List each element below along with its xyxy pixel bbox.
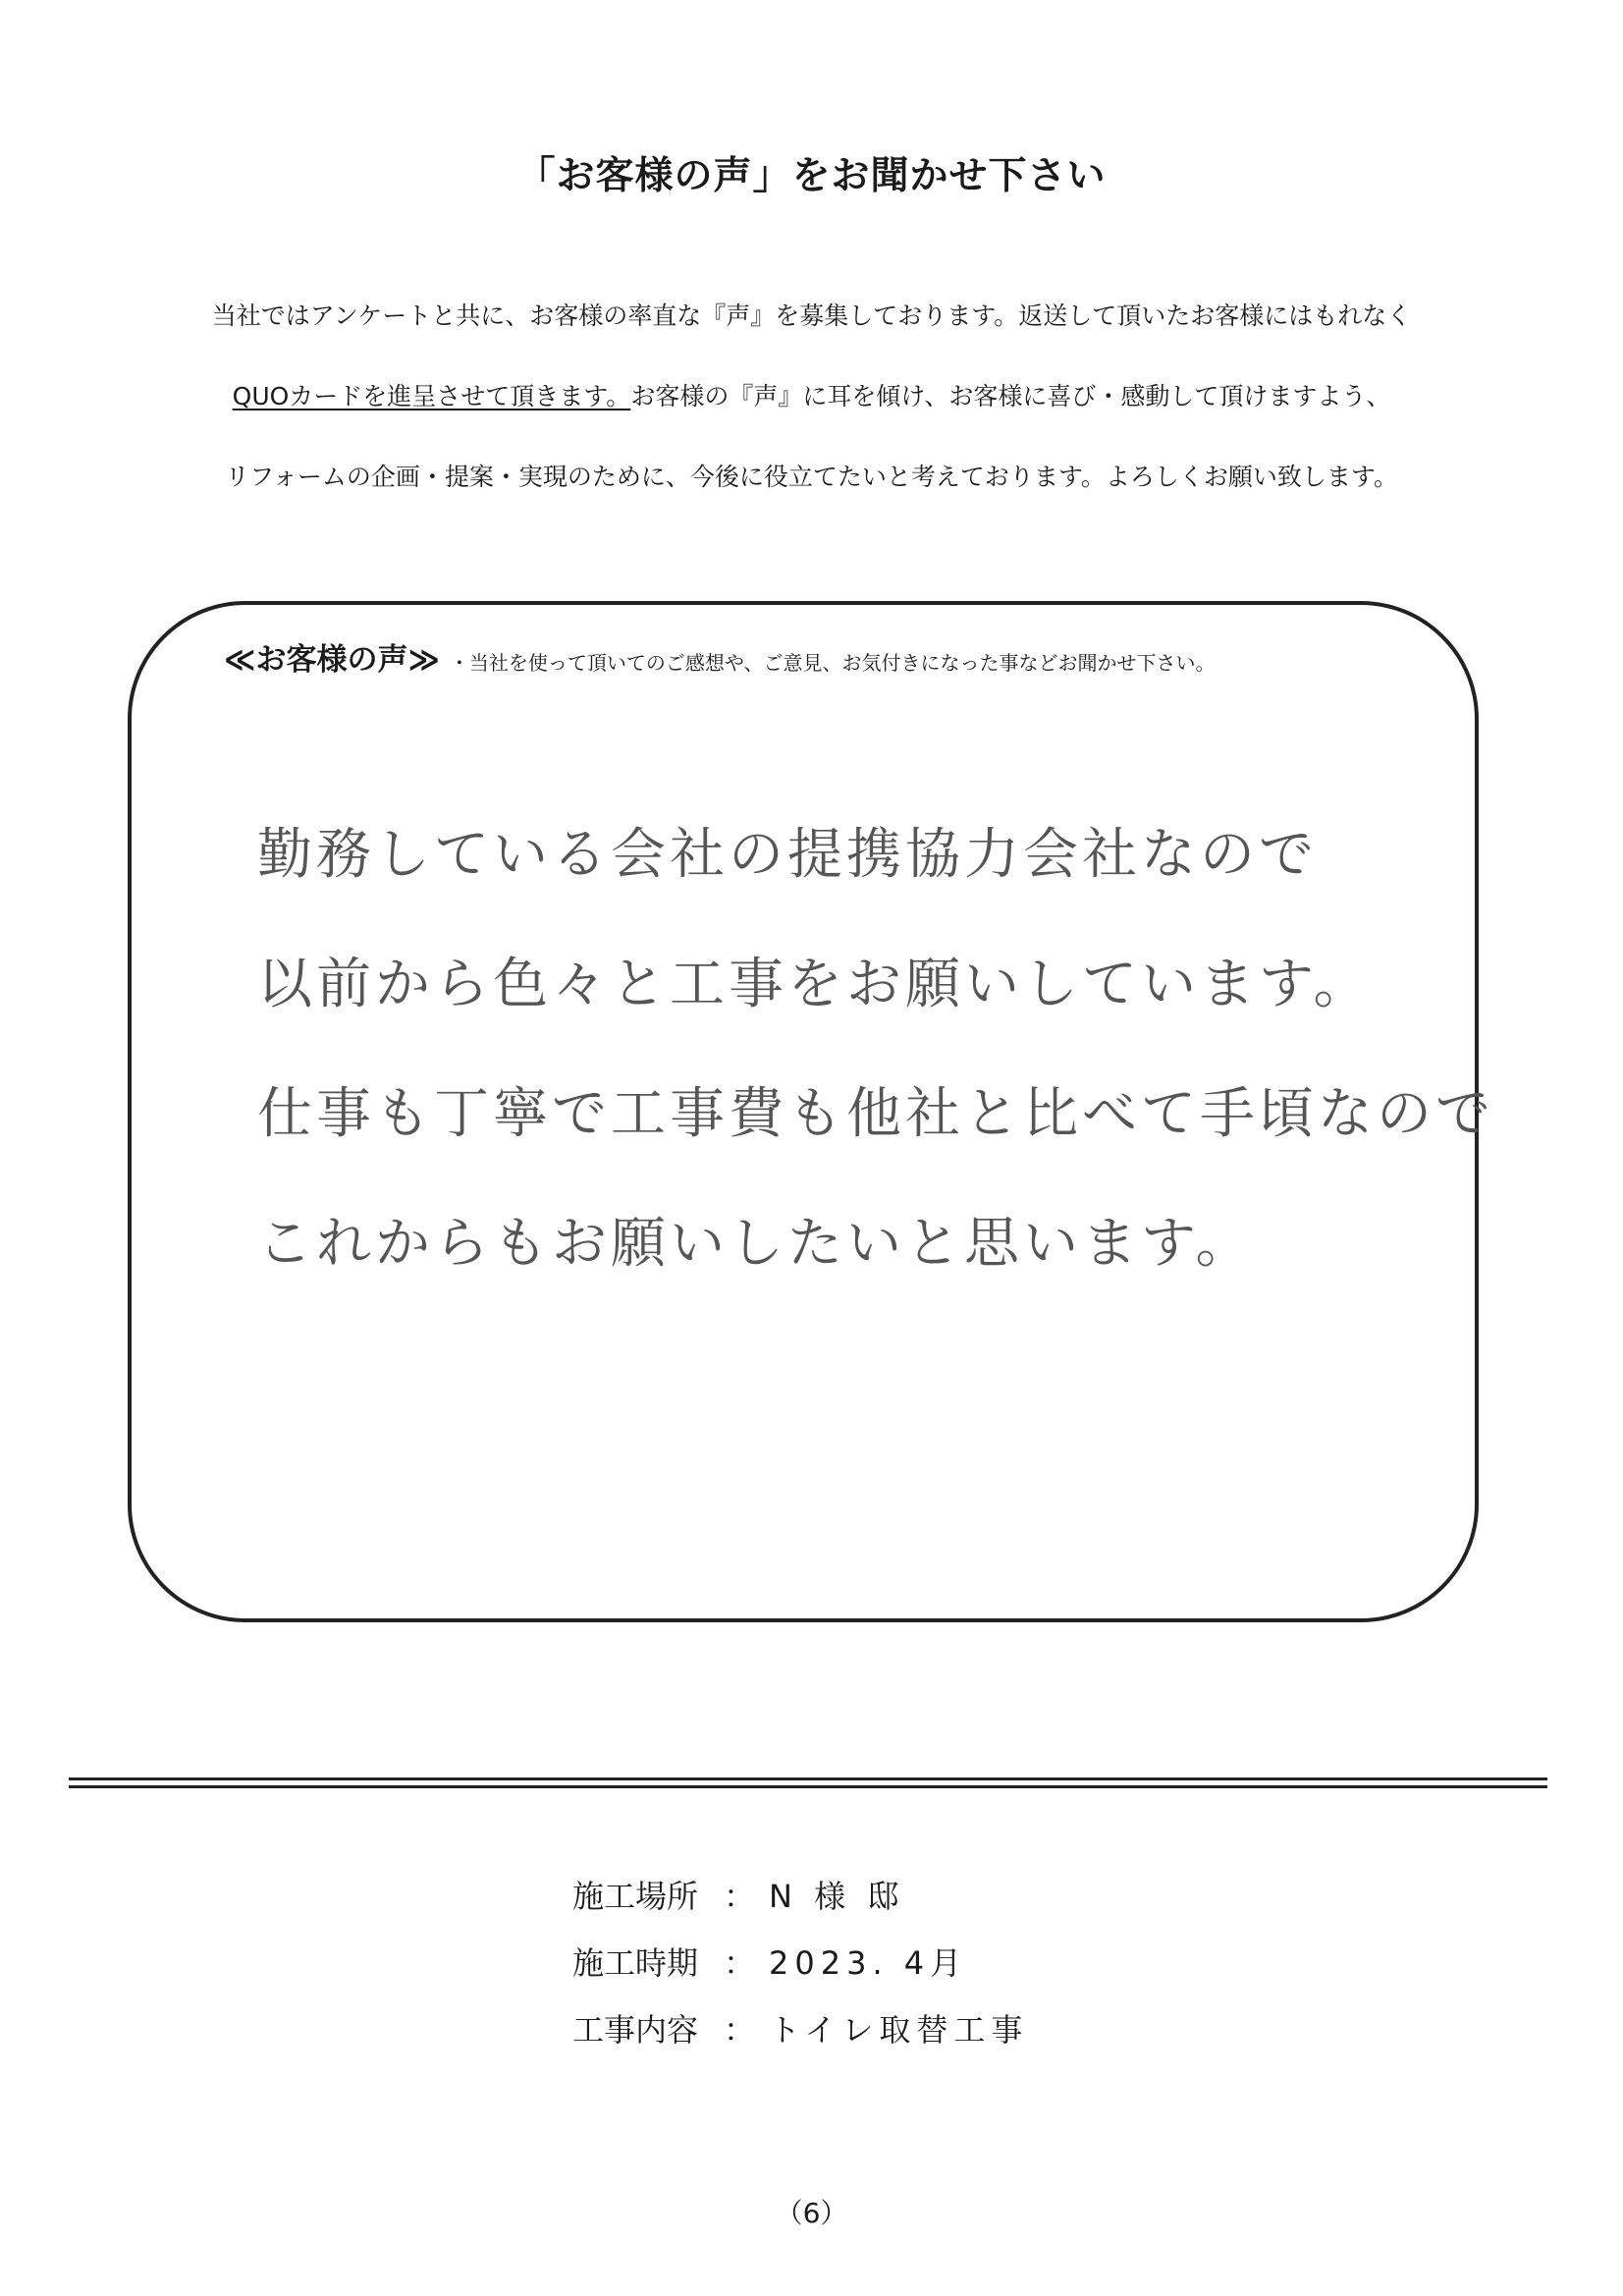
info-separator: ：	[723, 2011, 755, 2049]
handwritten-line-2: 以前から色々と工事をお願いしています。	[257, 953, 1373, 1016]
intro-line-2-rest: お客様の『声』に耳を傾け、お客様に喜び・感動して頂けますよう、	[630, 382, 1391, 410]
info-label-location: 施工場所	[572, 1878, 699, 1915]
intro-line-3: リフォームの企画・提案・実現のために、今後に役立てたいと考えております。よろしくお願い致します。	[225, 463, 1398, 491]
page-title: 「お客様の声」をお聞かせ下さい	[516, 154, 1107, 198]
page-number: （6）	[775, 2197, 848, 2229]
intro-line-1: 当社ではアンケートと共に、お客様の率直な『声』を募集しております。返送して頂いたお客様にはもれなく	[211, 301, 1412, 330]
info-separator: ：	[723, 1944, 755, 1982]
handwritten-line-4: これからもお願いしたいと思います。	[257, 1212, 1255, 1276]
voice-box-label: ≪お客様の声≫	[224, 642, 440, 678]
info-value-location: N 様 邸	[769, 1878, 905, 1915]
info-value-work: トイレ取替工事	[769, 2011, 1029, 2049]
handwritten-line-1: 勤務している会社の提携協力会社なので	[257, 823, 1318, 887]
info-row-location	[572, 1872, 904, 1917]
quo-card-underlined-text: QUOカードを進呈させて頂きます。	[232, 382, 631, 410]
info-row-period	[572, 1939, 967, 1984]
handwritten-line-3: 仕事も丁寧で工事費も他社と比べて手頃なので	[257, 1082, 1494, 1146]
info-label-period: 施工時期	[572, 1944, 699, 1982]
voice-box-header	[224, 634, 1216, 679]
intro-line-2	[0, 377, 1623, 412]
double-rule-top	[69, 1777, 1547, 1780]
info-row-work	[572, 2005, 1028, 2050]
double-rule-bottom	[69, 1785, 1547, 1788]
info-separator: ：	[723, 1878, 755, 1915]
info-label-work: 工事内容	[572, 2011, 699, 2049]
info-value-period: 2023. 4月	[769, 1944, 968, 1982]
voice-box-note: ・当社を使って頂いてのご感想や、ご意見、お気付きになった事などお聞かせ下さい。	[449, 651, 1216, 675]
